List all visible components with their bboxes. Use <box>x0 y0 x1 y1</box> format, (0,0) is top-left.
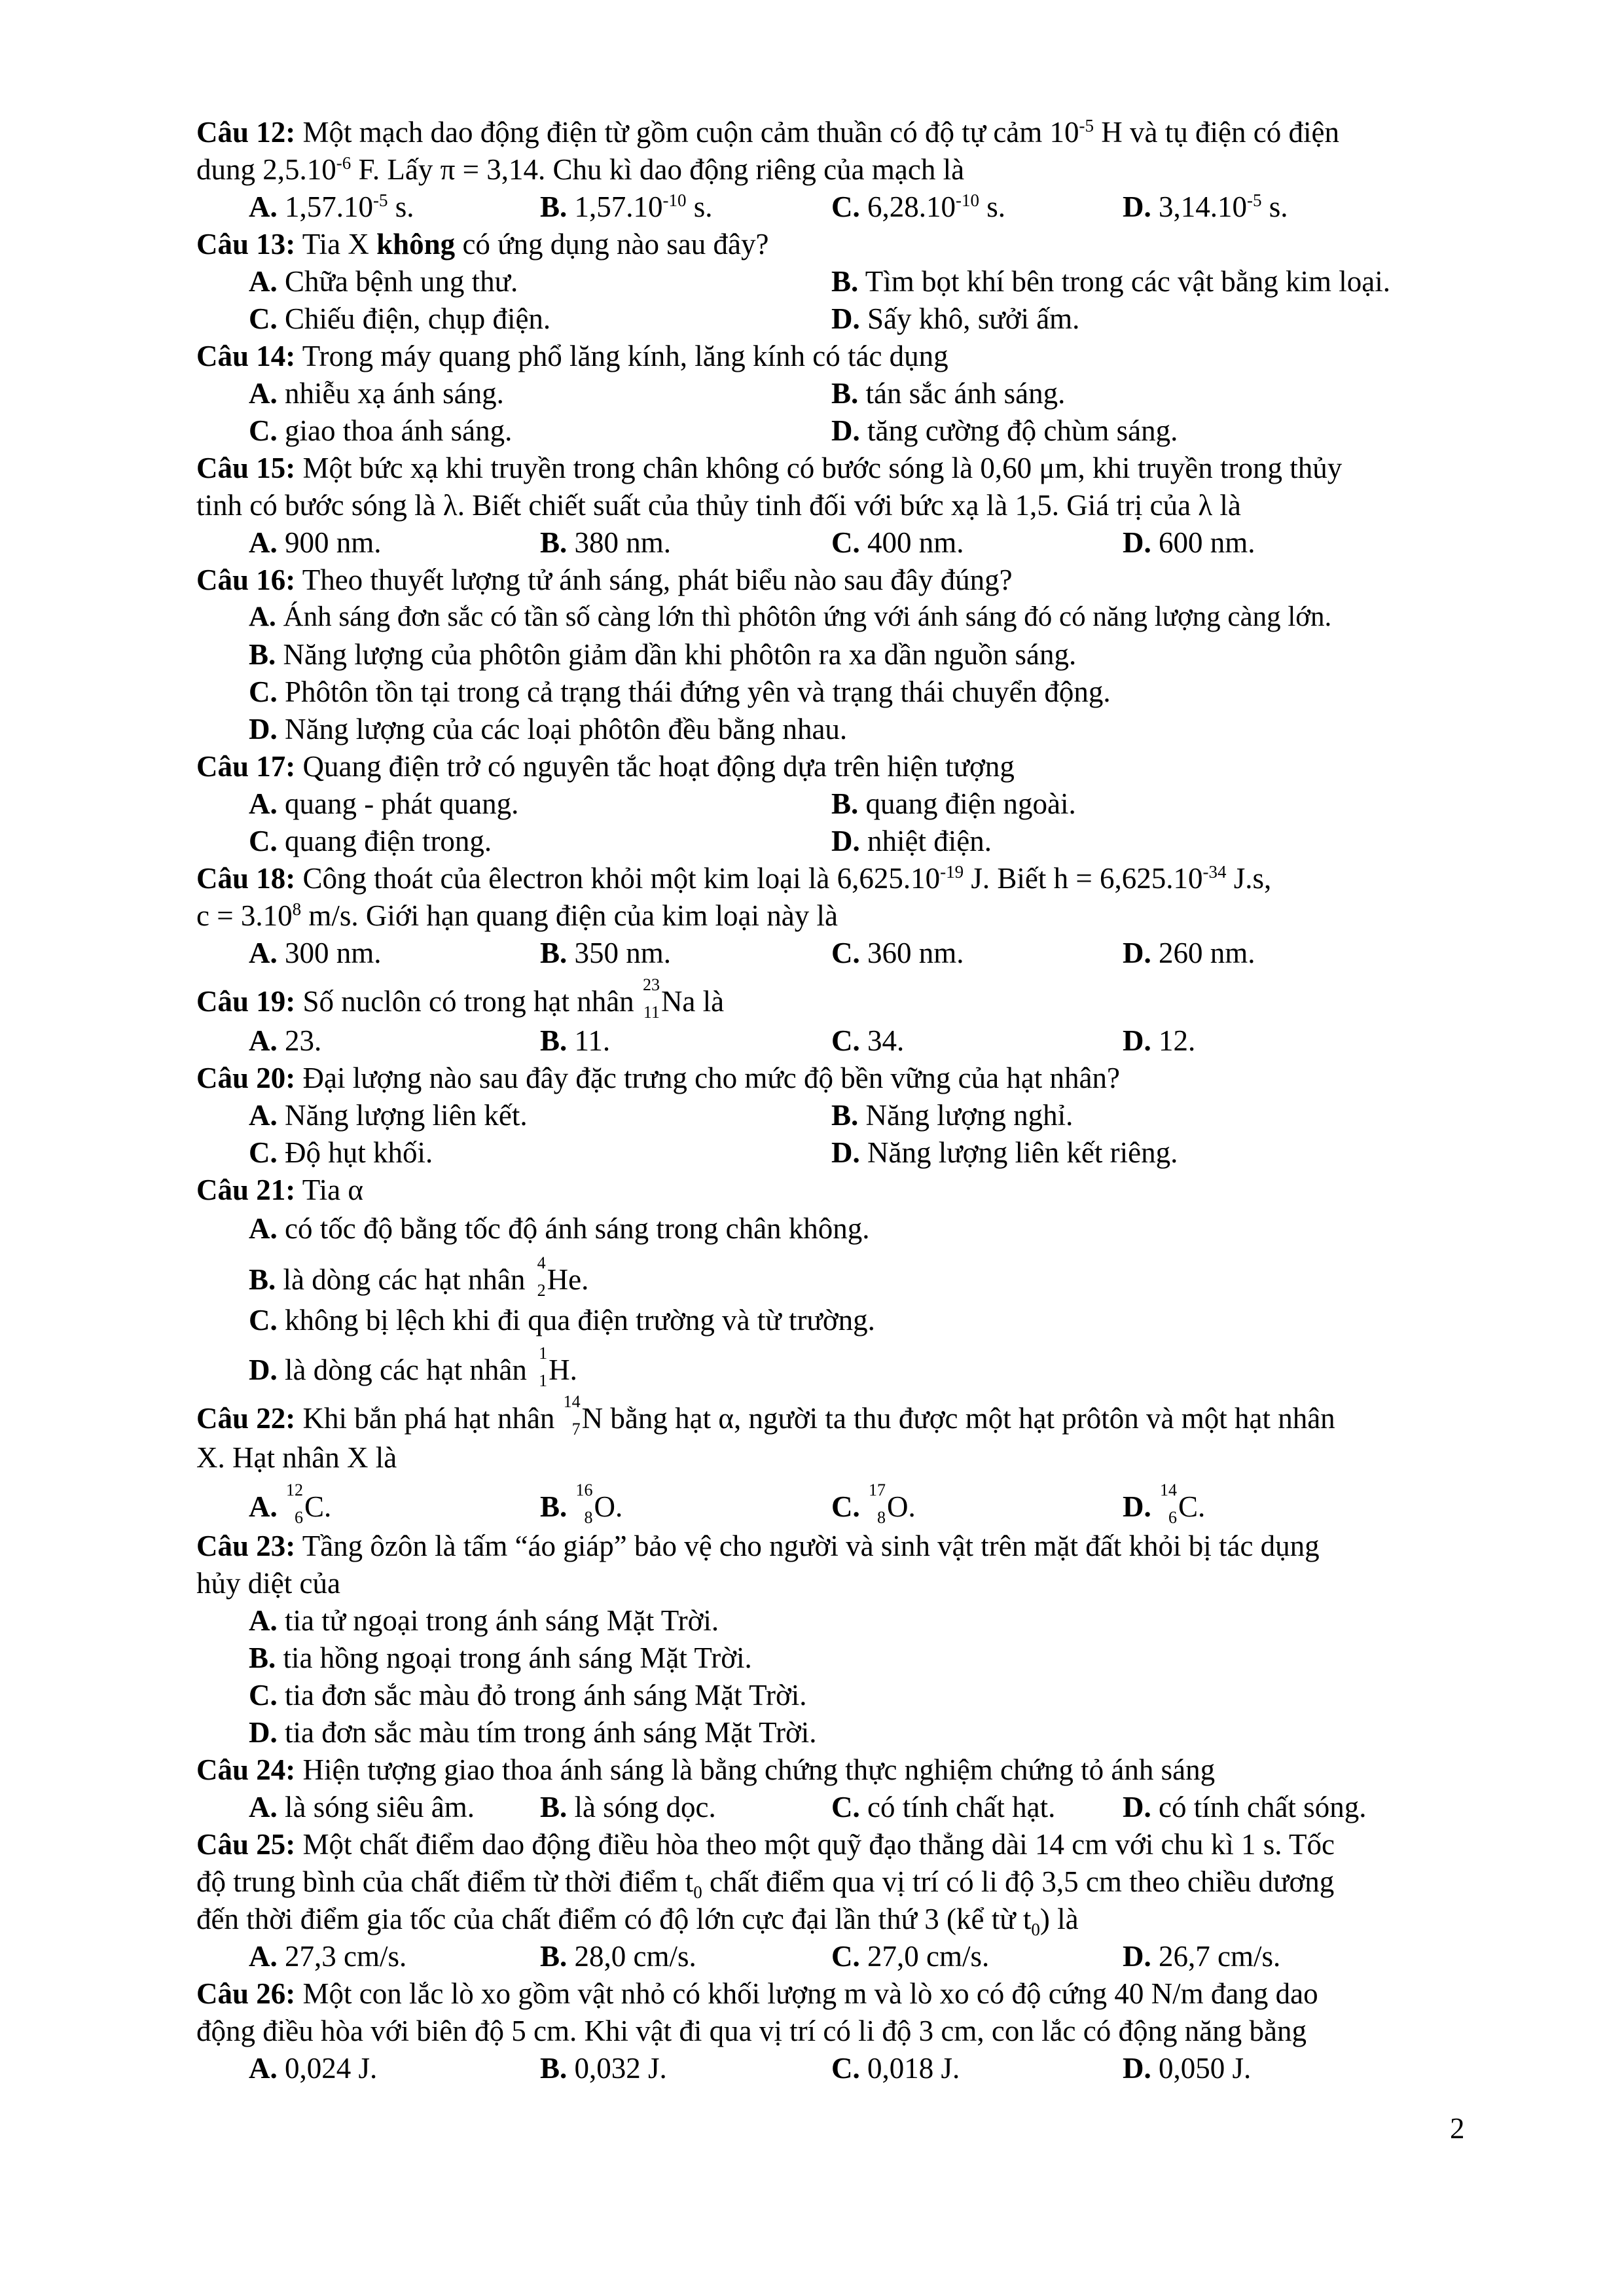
q19-options <box>0 1026 1624 1063</box>
q16-option-c[interactable]: C. Phôtôn tồn tại trong cả trạng thái đứng yên và trạng thái chuyển động. <box>249 675 1111 708</box>
q19-option-c[interactable]: C. 34. <box>831 1024 905 1057</box>
q26-option-b[interactable]: B. 0,032 J. <box>540 2052 667 2085</box>
q18-stem-line2: $c = 3.10^8$ m/s. Giới hạn quang điện của kim loại này là <box>196 899 838 932</box>
q15-option-d[interactable]: D. 600 nm. <box>1123 526 1255 559</box>
q25-option-b[interactable]: B. 28,0 cm/s. <box>540 1940 696 1973</box>
q16-option-a[interactable]: A. Ánh sáng đơn sắc có tần số càng lớn thì phôtôn ứng với ánh sáng đó có năng lượng càng lớn. <box>249 601 1332 632</box>
q17-option-d[interactable]: D. nhiệt điện. <box>831 825 992 857</box>
q26-stem-line2: động điều hòa với biên độ 5 cm. Khi vật đi qua vị trí có li độ 3 cm, con lắc có động năng bằng <box>196 2015 1307 2047</box>
q13-options-row1 <box>0 267 1624 304</box>
q23-option-a[interactable]: A. tia tử ngoại trong ánh sáng Mặt Trời. <box>249 1604 719 1637</box>
q14-stem: Câu 14: Trong máy quang phổ lăng kính, lăng kính có tác dụng <box>196 340 948 372</box>
q20-options-row1 <box>0 1101 1624 1138</box>
q24-option-a[interactable]: A. là sóng siêu âm. <box>249 1791 475 1823</box>
q14-options-row1 <box>0 379 1624 416</box>
q25-options <box>0 1942 1624 1979</box>
q23-option-d[interactable]: D. tia đơn sắc màu tím trong ánh sáng Mặt Trời. <box>249 1716 817 1749</box>
q13-options-row2 <box>0 304 1624 341</box>
q23-stem-line2: hủy diệt của <box>196 1567 340 1600</box>
q22-options <box>0 1480 1624 1527</box>
q14-option-d[interactable]: D. tăng cường độ chùm sáng. <box>831 414 1178 447</box>
q25-stem-line3: đến thời điểm gia tốc của chất điểm có độ lớn cực đại lần thứ 3 (kể từ $t_0$) là <box>196 1903 1079 1939</box>
q22-nuclide-n: 14 7 <box>563 1392 581 1439</box>
q14-options-row2 <box>0 416 1624 453</box>
q14-option-c[interactable]: C. giao thoa ánh sáng. <box>249 414 513 447</box>
q13-option-d[interactable]: D. Sấy khô, sưởi ấm. <box>831 302 1080 335</box>
q12-option-d[interactable]: D. $3,14.10^{-5}$ s. <box>1123 190 1288 223</box>
q23-stem-line1: Câu 23: Tầng ôzôn là tấm “áo giáp” bảo vệ cho người và sinh vật trên mặt đất khỏi bị tác dụng <box>196 1530 1320 1562</box>
q15-stem-line1: Câu 15: Một bức xạ khi truyền trong chân không có bước sóng là 0,60 μm, khi truyền trong thủy <box>196 452 1343 484</box>
q21-option-c[interactable]: C. không bị lệch khi đi qua điện trường và từ trường. <box>249 1304 875 1336</box>
q21-nuclide-he: 4 2 <box>537 1253 546 1300</box>
q18-option-a[interactable]: A. 300 nm. <box>249 937 382 969</box>
q15-option-c[interactable]: C. 400 nm. <box>831 526 964 559</box>
q24-options <box>0 1793 1624 1829</box>
q22-option-b[interactable]: B. 16 8 O. <box>540 1480 623 1527</box>
q12-stem-line1: Câu 12: Một mạch dao động điện từ gồm cuộn cảm thuần có độ tự cảm $10^{-5}$ H và tụ điện có điện <box>196 116 1339 149</box>
q20-option-b[interactable]: B. Năng lượng nghỉ. <box>831 1099 1074 1132</box>
q14-option-b[interactable]: B. tán sắc ánh sáng. <box>831 377 1066 410</box>
q22-stem-line1: Câu 22: Khi bắn phá hạt nhân 14 7 N bằng hạt α, người ta thu được một hạt prôtôn và một hạt nhân <box>196 1392 1335 1439</box>
q21-option-a[interactable]: A. có tốc độ bằng tốc độ ánh sáng trong chân không. <box>249 1212 870 1245</box>
q21-option-d[interactable]: D. là dòng các hạt nhân 1 1 H. <box>249 1344 577 1390</box>
q23-option-b[interactable]: B. tia hồng ngoại trong ánh sáng Mặt Trời. <box>249 1641 752 1674</box>
q24-stem: Câu 24: Hiện tượng giao thoa ánh sáng là bằng chứng thực nghiệm chứng tỏ ánh sáng <box>196 1753 1216 1786</box>
q12-option-b[interactable]: B. $1,57.10^{-10}$ s. <box>540 190 713 223</box>
q16-stem: Câu 16: Theo thuyết lượng tử ánh sáng, phát biểu nào sau đây đúng? <box>196 564 1013 596</box>
q18-option-b[interactable]: B. 350 nm. <box>540 937 672 969</box>
q26-option-d[interactable]: D. 0,050 J. <box>1123 2052 1252 2085</box>
q21-stem: Câu 21: Tia α <box>196 1174 363 1206</box>
q15-stem-line2: tinh có bước sóng là λ. Biết chiết suất của thủy tinh đối với bức xạ là 1,5. Giá trị của λ là <box>196 489 1241 522</box>
q13-option-a[interactable]: A. Chữa bệnh ung thư. <box>249 265 518 298</box>
q20-options-row2 <box>0 1138 1624 1175</box>
q13-option-b[interactable]: B. Tìm bọt khí bên trong các vật bằng kim loại. <box>831 265 1391 298</box>
q24-option-b[interactable]: B. là sóng dọc. <box>540 1791 716 1823</box>
q18-option-d[interactable]: D. 260 nm. <box>1123 937 1255 969</box>
q24-option-d[interactable]: D. có tính chất sóng. <box>1123 1791 1367 1823</box>
q25-option-d[interactable]: D. 26,7 cm/s. <box>1123 1940 1281 1973</box>
q19-nuclide: 23 11 <box>642 975 660 1022</box>
q17-option-a[interactable]: A. quang - phát quang. <box>249 787 519 820</box>
q26-option-c[interactable]: C. 0,018 J. <box>831 2052 960 2085</box>
q19-option-d[interactable]: D. 12. <box>1123 1024 1196 1057</box>
q13-stem: Câu 13: Tia X không có ứng dụng nào sau đây? <box>196 228 769 260</box>
q20-option-a[interactable]: A. Năng lượng liên kết. <box>249 1099 528 1132</box>
q20-stem: Câu 20: Đại lượng nào sau đây đặc trưng cho mức độ bền vững của hạt nhân? <box>196 1062 1121 1094</box>
q15-option-a[interactable]: A. 900 nm. <box>249 526 382 559</box>
q19-option-b[interactable]: B. 11. <box>540 1024 611 1057</box>
q26-stem-line1: Câu 26: Một con lắc lò xo gồm vật nhỏ có khối lượng m và lò xo có độ cứng 40 N/m đang dao <box>196 1977 1318 2010</box>
q21-option-b[interactable]: B. là dòng các hạt nhân 4 2 He. <box>249 1253 589 1300</box>
q13-option-c[interactable]: C. Chiếu điện, chụp điện. <box>249 302 551 335</box>
q20-option-d[interactable]: D. Năng lượng liên kết riêng. <box>831 1136 1178 1169</box>
q22-option-a[interactable]: A. 12 6 C. <box>249 1480 332 1527</box>
q24-option-c[interactable]: C. có tính chất hạt. <box>831 1791 1056 1823</box>
q17-option-b[interactable]: B. quang điện ngoài. <box>831 787 1076 820</box>
q23-option-c[interactable]: C. tia đơn sắc màu đỏ trong ánh sáng Mặt Trời. <box>249 1679 807 1712</box>
q26-option-a[interactable]: A. 0,024 J. <box>249 2052 378 2085</box>
q15-options <box>0 528 1624 565</box>
q17-options-row1 <box>0 789 1624 826</box>
q25-stem-line1: Câu 25: Một chất điểm dao động điều hòa theo một quỹ đạo thẳng dài 14 cm với chu kì 1 s. Tốc <box>196 1828 1335 1861</box>
q22-option-d[interactable]: D. 14 6 C. <box>1123 1480 1206 1527</box>
q18-stem-line1: Câu 18: Công thoát của êlectron khỏi một kim loại là $6,625.10^{-19}$ J. Biết $h = 6,625.10^{-34}$ J.s, <box>196 862 1272 895</box>
q22-nuclide-b: 16 8 <box>575 1480 593 1527</box>
q15-option-b[interactable]: B. 380 nm. <box>540 526 672 559</box>
q18-option-c[interactable]: C. 360 nm. <box>831 937 964 969</box>
q22-nuclide-d: 14 6 <box>1160 1480 1177 1527</box>
q21-nuclide-h: 1 1 <box>539 1344 548 1390</box>
q12-option-a[interactable]: A. $1,57.10^{-5}$ s. <box>249 190 414 223</box>
q17-option-c[interactable]: C. quang điện trong. <box>249 825 492 857</box>
q12-options <box>0 192 1624 229</box>
q18-options <box>0 939 1624 975</box>
q25-stem-line2: độ trung bình của chất điểm từ thời điểm $t_0$ chất điểm qua vị trí có li độ 3,5 cm theo chiều dương <box>196 1865 1335 1902</box>
q20-option-c[interactable]: C. Độ hụt khối. <box>249 1136 433 1169</box>
q22-stem-line2: X. Hạt nhân X là <box>196 1441 397 1474</box>
q25-option-c[interactable]: C. 27,0 cm/s. <box>831 1940 990 1973</box>
q17-stem: Câu 17: Quang điện trở có nguyên tắc hoạt động dựa trên hiện tượng <box>196 750 1015 783</box>
q22-option-c[interactable]: C. 17 8 O. <box>831 1480 916 1527</box>
q16-option-d[interactable]: D. Năng lượng của các loại phôtôn đều bằng nhau. <box>249 713 848 745</box>
q19-option-a[interactable]: A. 23. <box>249 1024 322 1057</box>
q16-option-b[interactable]: B. Năng lượng của phôtôn giảm dần khi phôtôn ra xa dần nguồn sáng. <box>249 638 1077 671</box>
q12-stem-line2: dung $2,5.10^{-6}$ F. Lấy π = 3,14. Chu kì dao động riêng của mạch là <box>196 153 965 186</box>
q19-stem: Câu 19: Số nuclôn có trong hạt nhân 23 11 Na là <box>196 975 725 1022</box>
q22-nuclide-a: 12 6 <box>286 1480 303 1527</box>
q25-option-a[interactable]: A. 27,3 cm/s. <box>249 1940 407 1973</box>
page-number: 2 <box>1450 2112 1465 2145</box>
q26-options <box>0 2054 1624 2090</box>
q12-option-c[interactable]: C. $6,28.10^{-10}$ s. <box>831 190 1006 223</box>
q22-nuclide-c: 17 8 <box>869 1480 886 1527</box>
q14-option-a[interactable]: A. nhiễu xạ ánh sáng. <box>249 377 504 410</box>
q17-options-row2 <box>0 827 1624 863</box>
